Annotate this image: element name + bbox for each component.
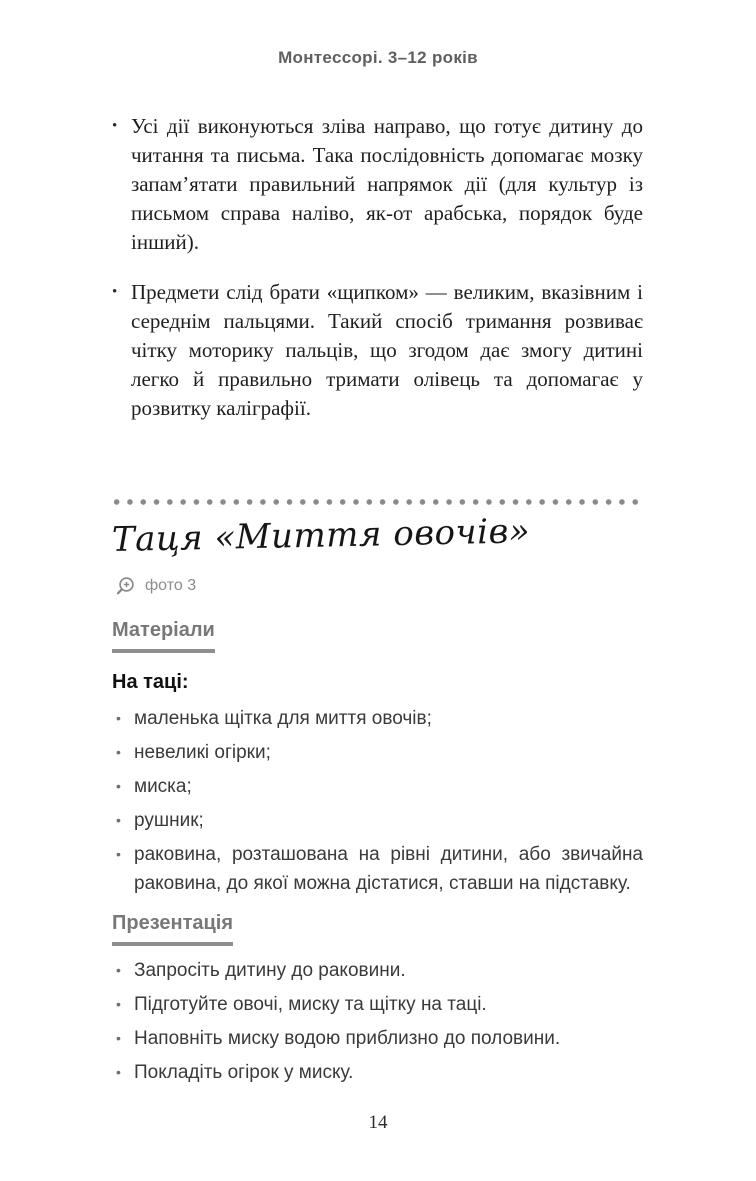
materials-item-text: миска; xyxy=(134,776,192,797)
intro-bullet-item xyxy=(110,278,643,423)
presentation-item-text: Запросіть дитину до раковини. xyxy=(134,960,406,981)
materials-list-item xyxy=(110,738,643,767)
page-footer xyxy=(0,1112,756,1134)
presentation-item-text: Підготуйте овочі, миску та щітку на таці. xyxy=(134,994,487,1015)
presentation-list-item xyxy=(110,1058,643,1087)
presentation-list xyxy=(110,956,643,1087)
bullet-icon: • xyxy=(116,846,121,862)
materials-list xyxy=(110,704,643,898)
zoom-in-magnifier-icon xyxy=(114,575,136,597)
photo-reference-label: фото 3 xyxy=(145,577,197,594)
running-header-text: Монтессорі. 3–12 років xyxy=(278,48,478,67)
page-number: 14 xyxy=(368,1112,388,1133)
bullet-icon: • xyxy=(116,812,121,828)
materials-item-text: невеликі огірки; xyxy=(134,742,271,763)
materials-item-text: раковина, розташована на рівні дитини, або звичайна раковина, до якої можна дістатися, ставши на підставку. xyxy=(134,844,643,894)
bullet-icon: • xyxy=(116,1030,121,1046)
intro-bullet-list xyxy=(110,112,643,423)
bullet-icon: • xyxy=(116,710,121,726)
materials-list-item xyxy=(110,704,643,733)
intro-bullet-text: Усі дії виконуються зліва направо, що готує дитину до читання та письма. Така послідовність допомагає мозку запам’ятати правильний напрямок дії (для культур із письмом справа наліво, як-от арабська, порядок буде інший). xyxy=(131,114,643,254)
materials-item-text: маленька щітка для миття овочів; xyxy=(134,708,432,729)
bullet-icon: • xyxy=(116,962,121,978)
materials-subheading: На таці: xyxy=(112,671,189,693)
bullet-icon: • xyxy=(112,118,118,134)
photo-reference-link[interactable] xyxy=(114,575,196,597)
presentation-heading-text: Презентація xyxy=(112,912,233,946)
bullet-icon: • xyxy=(116,778,121,794)
materials-list-item xyxy=(110,772,643,801)
materials-heading-text: Матеріали xyxy=(112,619,215,653)
activity-title: Таця «Миття овочів» xyxy=(111,511,531,560)
presentation-item-text: Покладіть огірок у миску. xyxy=(134,1062,354,1083)
presentation-list-item xyxy=(110,990,643,1019)
bullet-icon: • xyxy=(112,284,118,300)
page-content xyxy=(110,0,643,1092)
presentation-item-text: Наповніть миску водою приблизно до половини. xyxy=(134,1028,561,1049)
presentation-list-item xyxy=(110,1024,643,1053)
materials-item-text: рушник; xyxy=(134,810,204,831)
presentation-heading xyxy=(112,912,643,946)
intro-bullet-item xyxy=(110,112,643,257)
bullet-icon: • xyxy=(116,1064,121,1080)
presentation-list-item xyxy=(110,956,643,985)
bullet-icon: • xyxy=(116,996,121,1012)
bullet-icon: • xyxy=(116,744,121,760)
materials-heading xyxy=(112,619,643,653)
intro-bullet-text: Предмети слід брати «щипком» — великим, вказівним і середнім пальцями. Такий спосіб тримання розвиває чітку моторику пальців, що згодом дає змогу дитині легко й правильно тримати олівець та допомагає у розвитку каліграфії. xyxy=(131,280,643,420)
materials-list-item xyxy=(110,806,643,835)
materials-list-item xyxy=(110,840,643,898)
